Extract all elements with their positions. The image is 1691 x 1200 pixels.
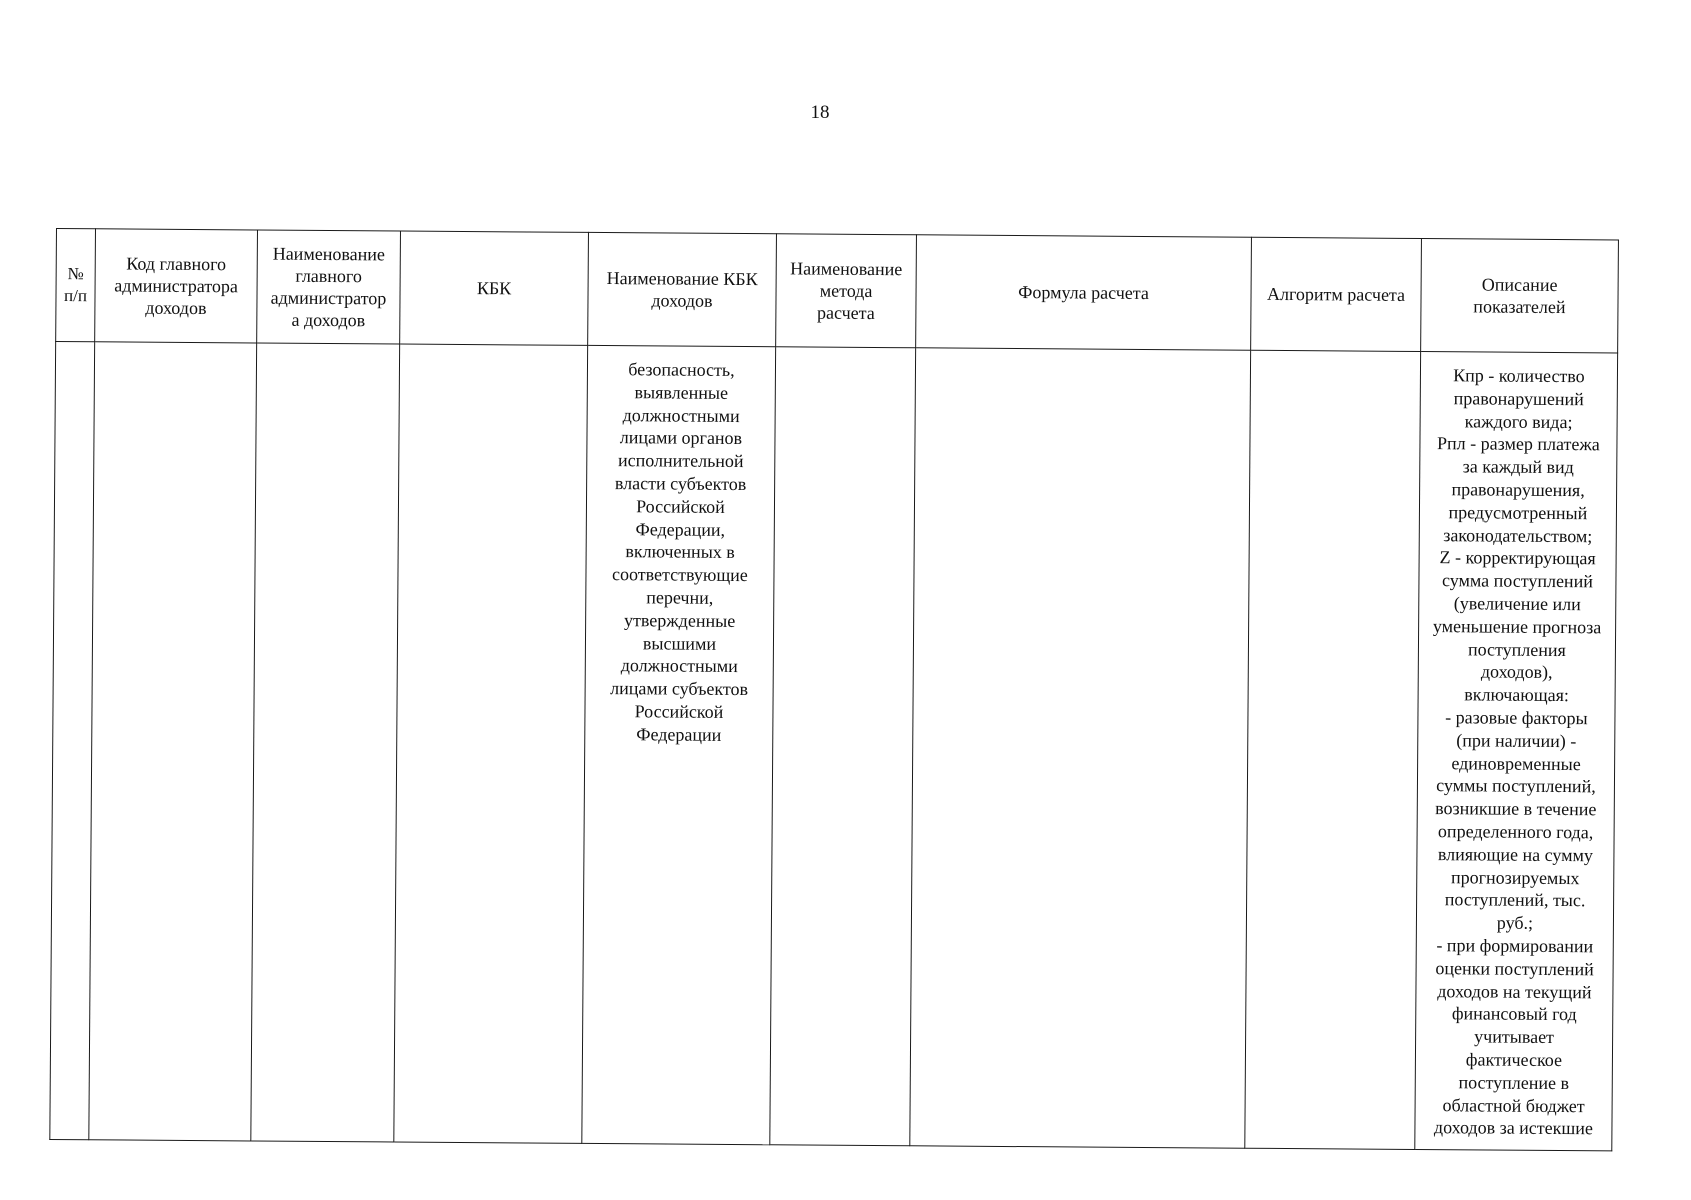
header-method-name: Наименование метода расчета [776,234,917,348]
text-line: исполнительной [617,450,744,472]
header-kbk: КБК [400,231,589,345]
text-line: Федерации, [635,518,726,540]
description-text [1415,352,1617,1141]
text-line: перечни, [646,587,714,608]
text-line: сумма поступлений [1441,570,1593,592]
text-line: включенных в [625,541,735,563]
text-line: оценки поступлений [1435,957,1594,980]
text-line: Федерации [636,724,722,745]
text-line: поступлений, тыс. [1444,889,1586,911]
cell-kbk [394,344,588,1143]
header-admin-name: Наименование главного администратор а доходов [257,230,401,344]
text-line: областной бюджет [1442,1094,1585,1116]
text-line: - при формировании [1436,935,1594,957]
text-line: лицами субъектов [610,678,749,700]
cell-kbk-name [582,345,776,1144]
text-line: за каждый вид [1462,456,1574,478]
header-algorithm: Алгоритм расчета [1251,237,1422,351]
text-line: законодательством; [1443,524,1593,546]
text-line: прогнозируемых [1451,866,1580,888]
text-line: единовременные [1451,752,1581,774]
text-line: каждого вида; [1464,410,1573,432]
cell-method-name [770,347,916,1146]
text-line: Рпл - размер платежа [1436,433,1600,455]
text-line: Российской [634,701,724,722]
text-line: выявленные [634,382,729,403]
header-row [56,229,1619,353]
text-line: возникшие в течение [1435,798,1597,820]
text-line: Российской [636,496,725,517]
text-line: власти субъектов [614,473,747,495]
text-line: доходов на текущий [1437,980,1592,1002]
text-line: лицами органов [619,427,743,449]
text-line: определенного года, [1437,821,1594,843]
cell-formula [910,348,1251,1148]
header-kbk-name: Наименование КБК доходов [588,232,777,346]
table-row [50,342,1618,1151]
cell-admin-name [251,343,400,1142]
text-line: высшими [642,632,717,654]
text-line: поступление в [1458,1072,1570,1093]
text-line: правонарушения, [1451,479,1585,501]
text-line: влияющие на сумму [1437,843,1594,866]
text-line: уменьшение прогноза [1432,615,1602,638]
header-description: Описание показателей [1421,239,1619,353]
text-line: утвержденные [623,609,736,631]
text-line: фактическое [1465,1049,1563,1070]
text-line: руб.; [1496,912,1534,933]
cell-algorithm [1245,350,1421,1149]
text-line: соответствующие [612,564,748,586]
text-line: - разовые факторы [1445,707,1588,729]
text-line: поступления [1467,638,1566,660]
kbk-name-text [585,346,775,747]
text-line: (при наличии) - [1456,730,1577,751]
text-line: учитывает [1474,1026,1555,1048]
text-line: финансовый год [1451,1003,1577,1025]
cell-num [50,342,95,1140]
text-line: правонарушений [1453,388,1584,410]
header-formula: Формула расчета [916,235,1252,350]
text-line: должностными [622,404,740,426]
text-line: (увеличение или [1453,593,1581,615]
text-line: Кпр - количество [1453,365,1585,387]
cell-description [1415,352,1618,1151]
text-line: доходов за истекшие [1433,1117,1593,1139]
text-line: Z - корректирующая [1439,547,1596,569]
text-line: предусмотренный [1448,501,1588,524]
header-num: № п/п [56,229,96,342]
header-admin-code: Код главного администратора доходов [95,229,258,343]
page-number: 18 [810,102,830,123]
cell-admin-code [89,342,257,1141]
text-line: безопасность, [628,359,735,380]
text-line: включающая: [1464,684,1569,706]
income-forecast-table [49,228,1619,1151]
text-line: доходов), [1480,661,1553,683]
text-line: должностными [620,655,738,677]
text-line: суммы поступлений, [1436,775,1596,797]
